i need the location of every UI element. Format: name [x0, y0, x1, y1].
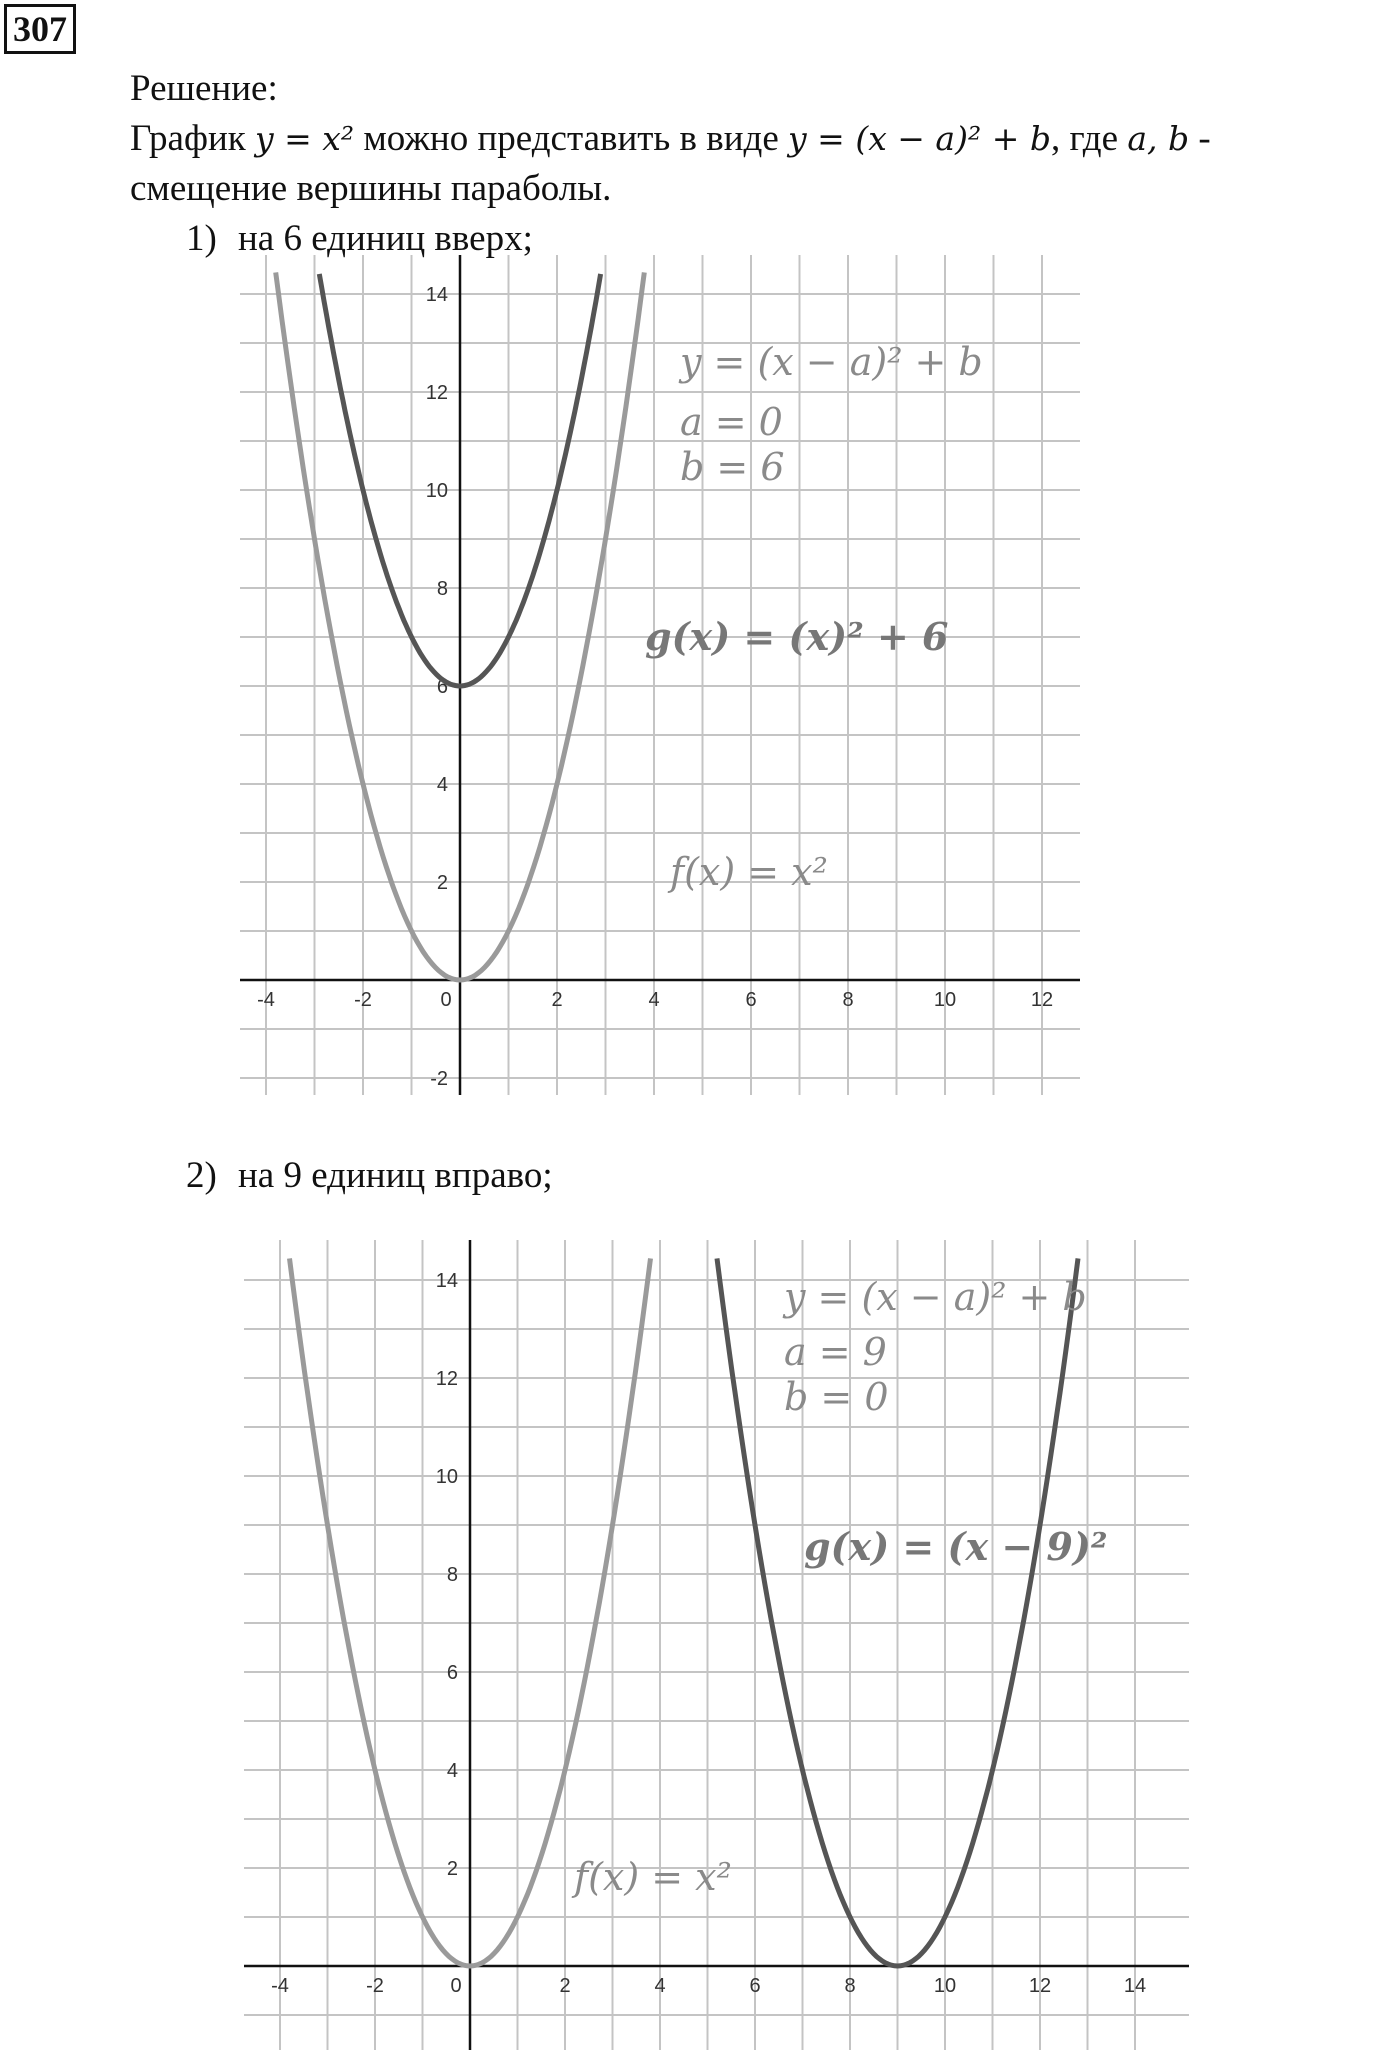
annotation-b: b = 0: [784, 1375, 889, 1419]
item-2-number: 2): [186, 1155, 217, 1196]
x-tick-label: 4: [648, 989, 660, 1011]
annotation-a: a = 0: [680, 400, 783, 444]
x-tick-label: 10: [933, 989, 957, 1011]
y-tick-label: -2: [430, 1068, 448, 1090]
x-tick-label: 14: [1123, 1975, 1147, 1997]
x-tick-label: -2: [354, 989, 372, 1011]
x-tick-label: 6: [749, 1975, 761, 1997]
x-tick-label: 4: [654, 1975, 666, 1997]
grid: [244, 1240, 1189, 2050]
item-1-number: 1): [186, 218, 217, 259]
annotation-general-formula: y = (x − a)² + b: [680, 340, 983, 384]
item-2-text: на 9 единиц вправо;: [238, 1155, 553, 1196]
item-1-text: на 6 единиц вверх;: [238, 218, 533, 259]
label-g: g(x) = (x)² + 6: [645, 614, 949, 659]
y-tick-label: 6: [436, 676, 448, 698]
intro-text-3: , где: [1050, 118, 1128, 159]
x-tick-label: -4: [257, 989, 275, 1011]
y-tick-label: 14: [435, 1270, 458, 1292]
y-tick-label: 10: [425, 480, 448, 502]
x-tick-label: 12: [1030, 989, 1054, 1011]
y-tick-label: 2: [436, 872, 448, 894]
formula-shifted: y = (x − a)² + b: [788, 119, 1051, 158]
x-tick-label: 0: [440, 989, 452, 1011]
x-tick-label: 2: [559, 1975, 571, 1997]
intro-text-4: -: [1189, 118, 1211, 159]
formula-y-x2: y = x²: [254, 119, 355, 158]
x-tick-label: 8: [842, 989, 854, 1011]
y-tick-label: 10: [435, 1466, 458, 1488]
x-tick-label: 10: [933, 1975, 957, 1997]
x-tick-label: -4: [271, 1975, 289, 1997]
solution-heading: Решение:: [130, 68, 278, 109]
y-tick-label: 12: [425, 382, 448, 404]
x-tick-label: 6: [745, 989, 757, 1011]
y-tick-label: 4: [436, 774, 448, 796]
chart-shift-right: [244, 1240, 1194, 2050]
x-tick-label: -2: [366, 1975, 384, 1997]
x-tick-label: 2: [551, 989, 563, 1011]
intro-text-1: График: [130, 118, 255, 159]
intro-line-1: [130, 116, 1211, 162]
annotation-general-formula: y = (x − a)² + b: [784, 1275, 1087, 1319]
formula-ab: a, b: [1127, 119, 1190, 158]
y-tick-label: 12: [435, 1368, 458, 1390]
chart-shift-up: [240, 255, 1090, 1095]
y-tick-label: 4: [446, 1760, 458, 1782]
annotation-b: b = 6: [680, 445, 785, 489]
x-tick-label: 12: [1028, 1975, 1052, 1997]
intro-line-2: смещение вершины параболы.: [130, 168, 612, 209]
label-f: f(x) = x²: [574, 1855, 732, 1899]
intro-text-2: можно представить в виде: [354, 118, 789, 159]
label-g: g(x) = (x − 9)²: [804, 1524, 1108, 1569]
y-tick-label: 2: [446, 1858, 458, 1880]
y-tick-label: 8: [446, 1564, 458, 1586]
x-tick-label: 0: [450, 1975, 462, 1997]
x-tick-label: 8: [844, 1975, 856, 1997]
y-tick-label: 14: [425, 284, 448, 306]
y-tick-label: 8: [436, 578, 448, 600]
label-f: f(x) = x²: [670, 850, 828, 894]
item-2: [186, 1153, 553, 1199]
annotation-a: a = 9: [784, 1330, 887, 1374]
problem-number: 307: [4, 4, 76, 54]
y-tick-label: 6: [446, 1662, 458, 1684]
